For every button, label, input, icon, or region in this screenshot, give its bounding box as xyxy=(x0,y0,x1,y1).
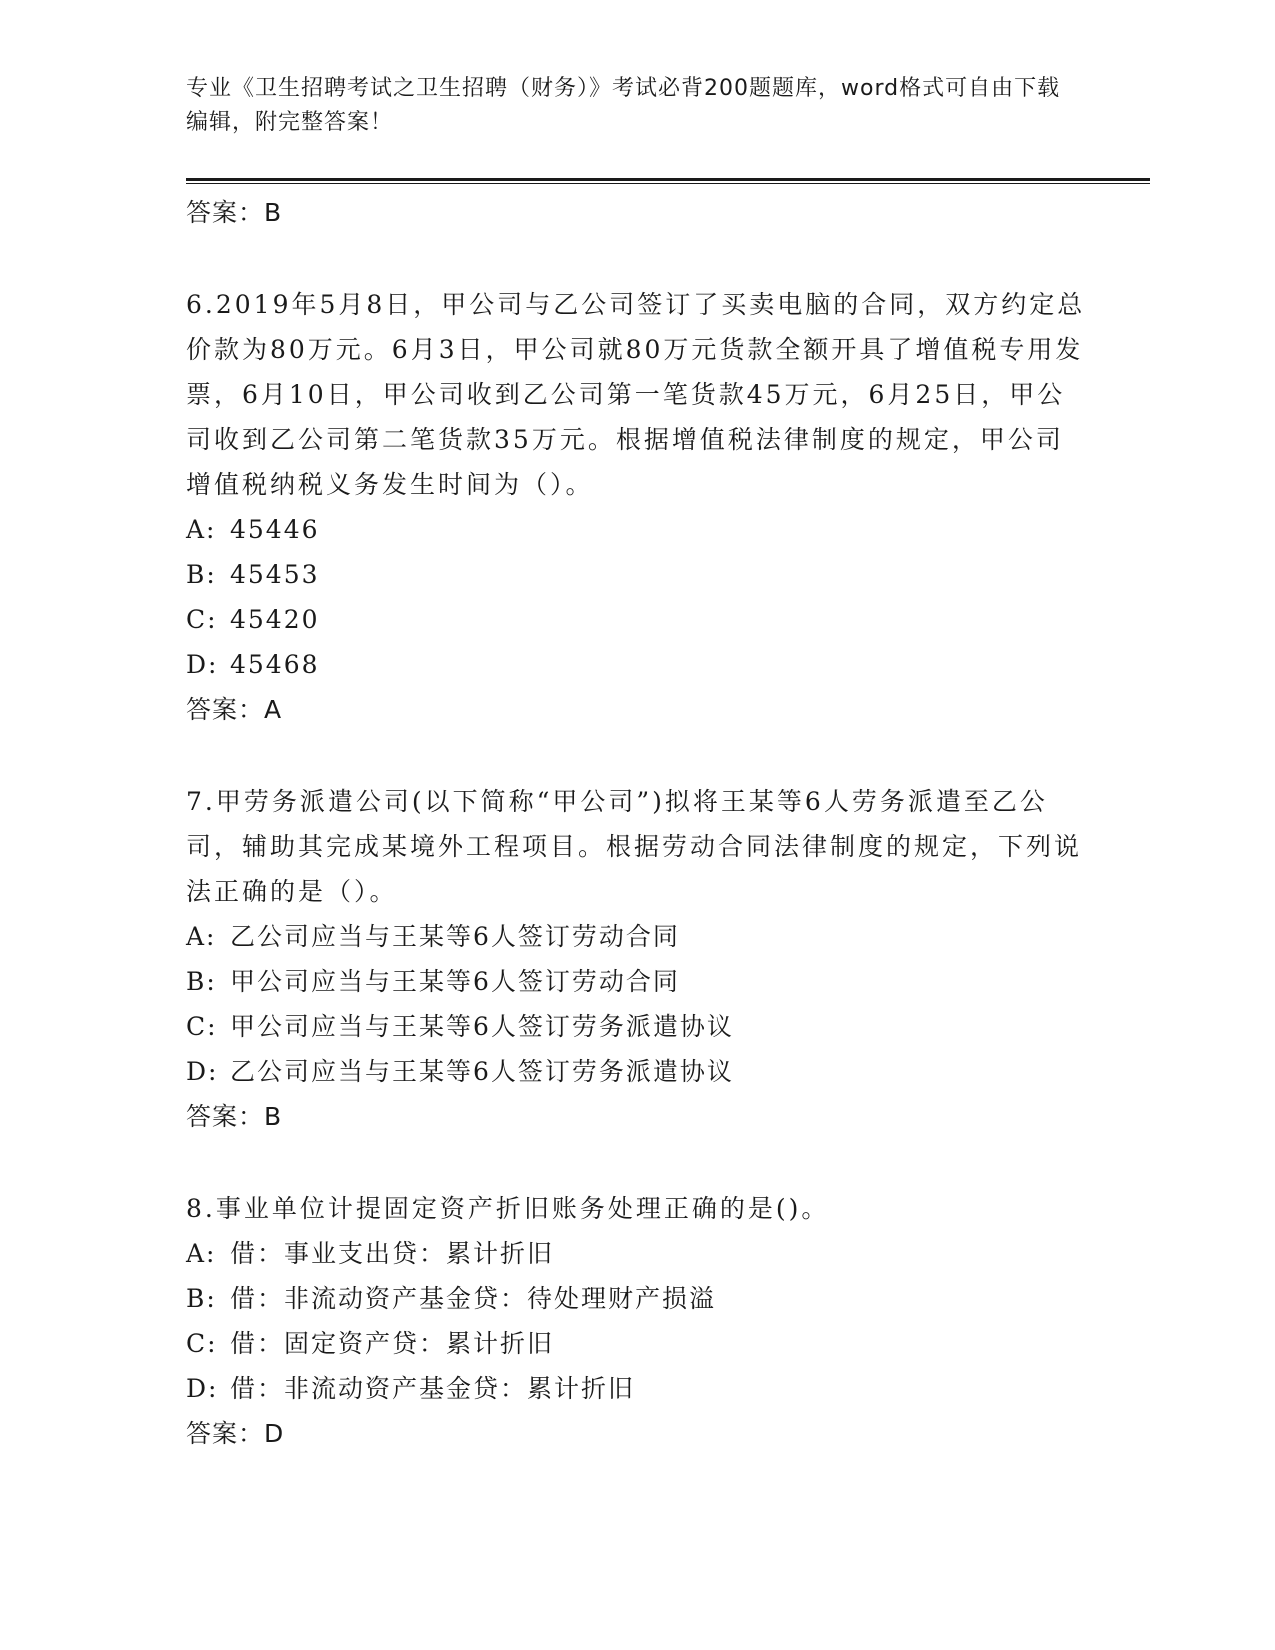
option-a xyxy=(186,507,1086,552)
option-a xyxy=(186,914,1086,959)
option-text: 甲公司应当与王某等6人签订劳动合同 xyxy=(230,967,680,996)
option-text: 甲公司应当与王某等6人签订劳务派遣协议 xyxy=(230,1012,734,1041)
option-text: 45468 xyxy=(230,650,320,679)
option-b xyxy=(186,959,1086,1004)
option-text: 45446 xyxy=(230,515,320,544)
option-text: 乙公司应当与王某等6人签订劳务派遣协议 xyxy=(230,1057,734,1086)
question-list xyxy=(186,190,1086,1457)
header-divider xyxy=(186,178,1150,181)
question-number: 8. xyxy=(186,1194,216,1223)
option-c xyxy=(186,597,1086,642)
option-letter: D: xyxy=(186,1057,219,1086)
option-letter: A: xyxy=(186,922,217,951)
question-stem xyxy=(186,779,1086,914)
question-6 xyxy=(186,282,1086,733)
option-letter: C: xyxy=(186,1329,218,1358)
option-c xyxy=(186,1004,1086,1049)
option-letter: D: xyxy=(186,1374,219,1403)
option-text: 45453 xyxy=(230,560,320,589)
option-letter: B: xyxy=(186,967,217,996)
header-divider-thin xyxy=(186,183,1150,184)
option-text: 借：非流动资产基金贷：待处理财产损溢 xyxy=(230,1284,717,1313)
option-letter: B: xyxy=(186,1284,217,1313)
question-8 xyxy=(186,1186,1086,1457)
document-header: 专业《卫生招聘考试之卫生招聘（财务）》考试必背200题题库，word格式可自由下载编辑，附完整答案！ xyxy=(186,76,1061,135)
option-d xyxy=(186,1366,1086,1411)
option-letter: C: xyxy=(186,605,218,634)
option-text: 借：固定资产贷：累计折旧 xyxy=(230,1329,555,1358)
option-b xyxy=(186,1276,1086,1321)
question-text: 甲劳务派遣公司(以下简称“甲公司”)拟将王某等6人劳务派遣至乙公司，辅助其完成某境外工程项目。根据劳动合同法律制度的规定，下列说法正确的是（）。 xyxy=(186,787,1083,906)
option-b xyxy=(186,552,1086,597)
answer: 答案：D xyxy=(186,1419,285,1448)
option-c xyxy=(186,1321,1086,1366)
option-text: 乙公司应当与王某等6人签订劳动合同 xyxy=(230,922,680,951)
answer: 答案：B xyxy=(186,1102,283,1131)
question-number: 7. xyxy=(186,787,216,816)
option-letter: D: xyxy=(186,650,219,679)
question-stem xyxy=(186,282,1086,507)
option-letter: C: xyxy=(186,1012,218,1041)
question-text: 事业单位计提固定资产折旧账务处理正确的是()。 xyxy=(215,1194,830,1223)
answer: 答案：A xyxy=(186,695,283,724)
option-text: 借：事业支出贷：累计折旧 xyxy=(230,1239,555,1268)
option-letter: B: xyxy=(186,560,217,589)
option-text: 借：非流动资产基金贷：累计折旧 xyxy=(230,1374,636,1403)
option-d xyxy=(186,642,1086,687)
previous-answer: 答案：B xyxy=(186,198,283,227)
option-d xyxy=(186,1049,1086,1094)
question-number: 6. xyxy=(186,290,216,319)
question-stem xyxy=(186,1186,1086,1231)
option-a xyxy=(186,1231,1086,1276)
option-letter: A: xyxy=(186,1239,217,1268)
option-text: 45420 xyxy=(230,605,320,634)
option-letter: A: xyxy=(186,515,217,544)
question-7 xyxy=(186,779,1086,1140)
question-text: 2019年5月8日，甲公司与乙公司签订了买卖电脑的合同，双方约定总价款为80万元。6月3日，甲公司就80万元货款全额开具了增值税专用发票，6月10日，甲公司收到乙公司第一笔货款45万元，6月25日，甲公司收到乙公司第二笔货款35万元。根据增值税法律制度的规定，甲公司增值税纳税义务发生时间为（）。 xyxy=(186,290,1086,499)
